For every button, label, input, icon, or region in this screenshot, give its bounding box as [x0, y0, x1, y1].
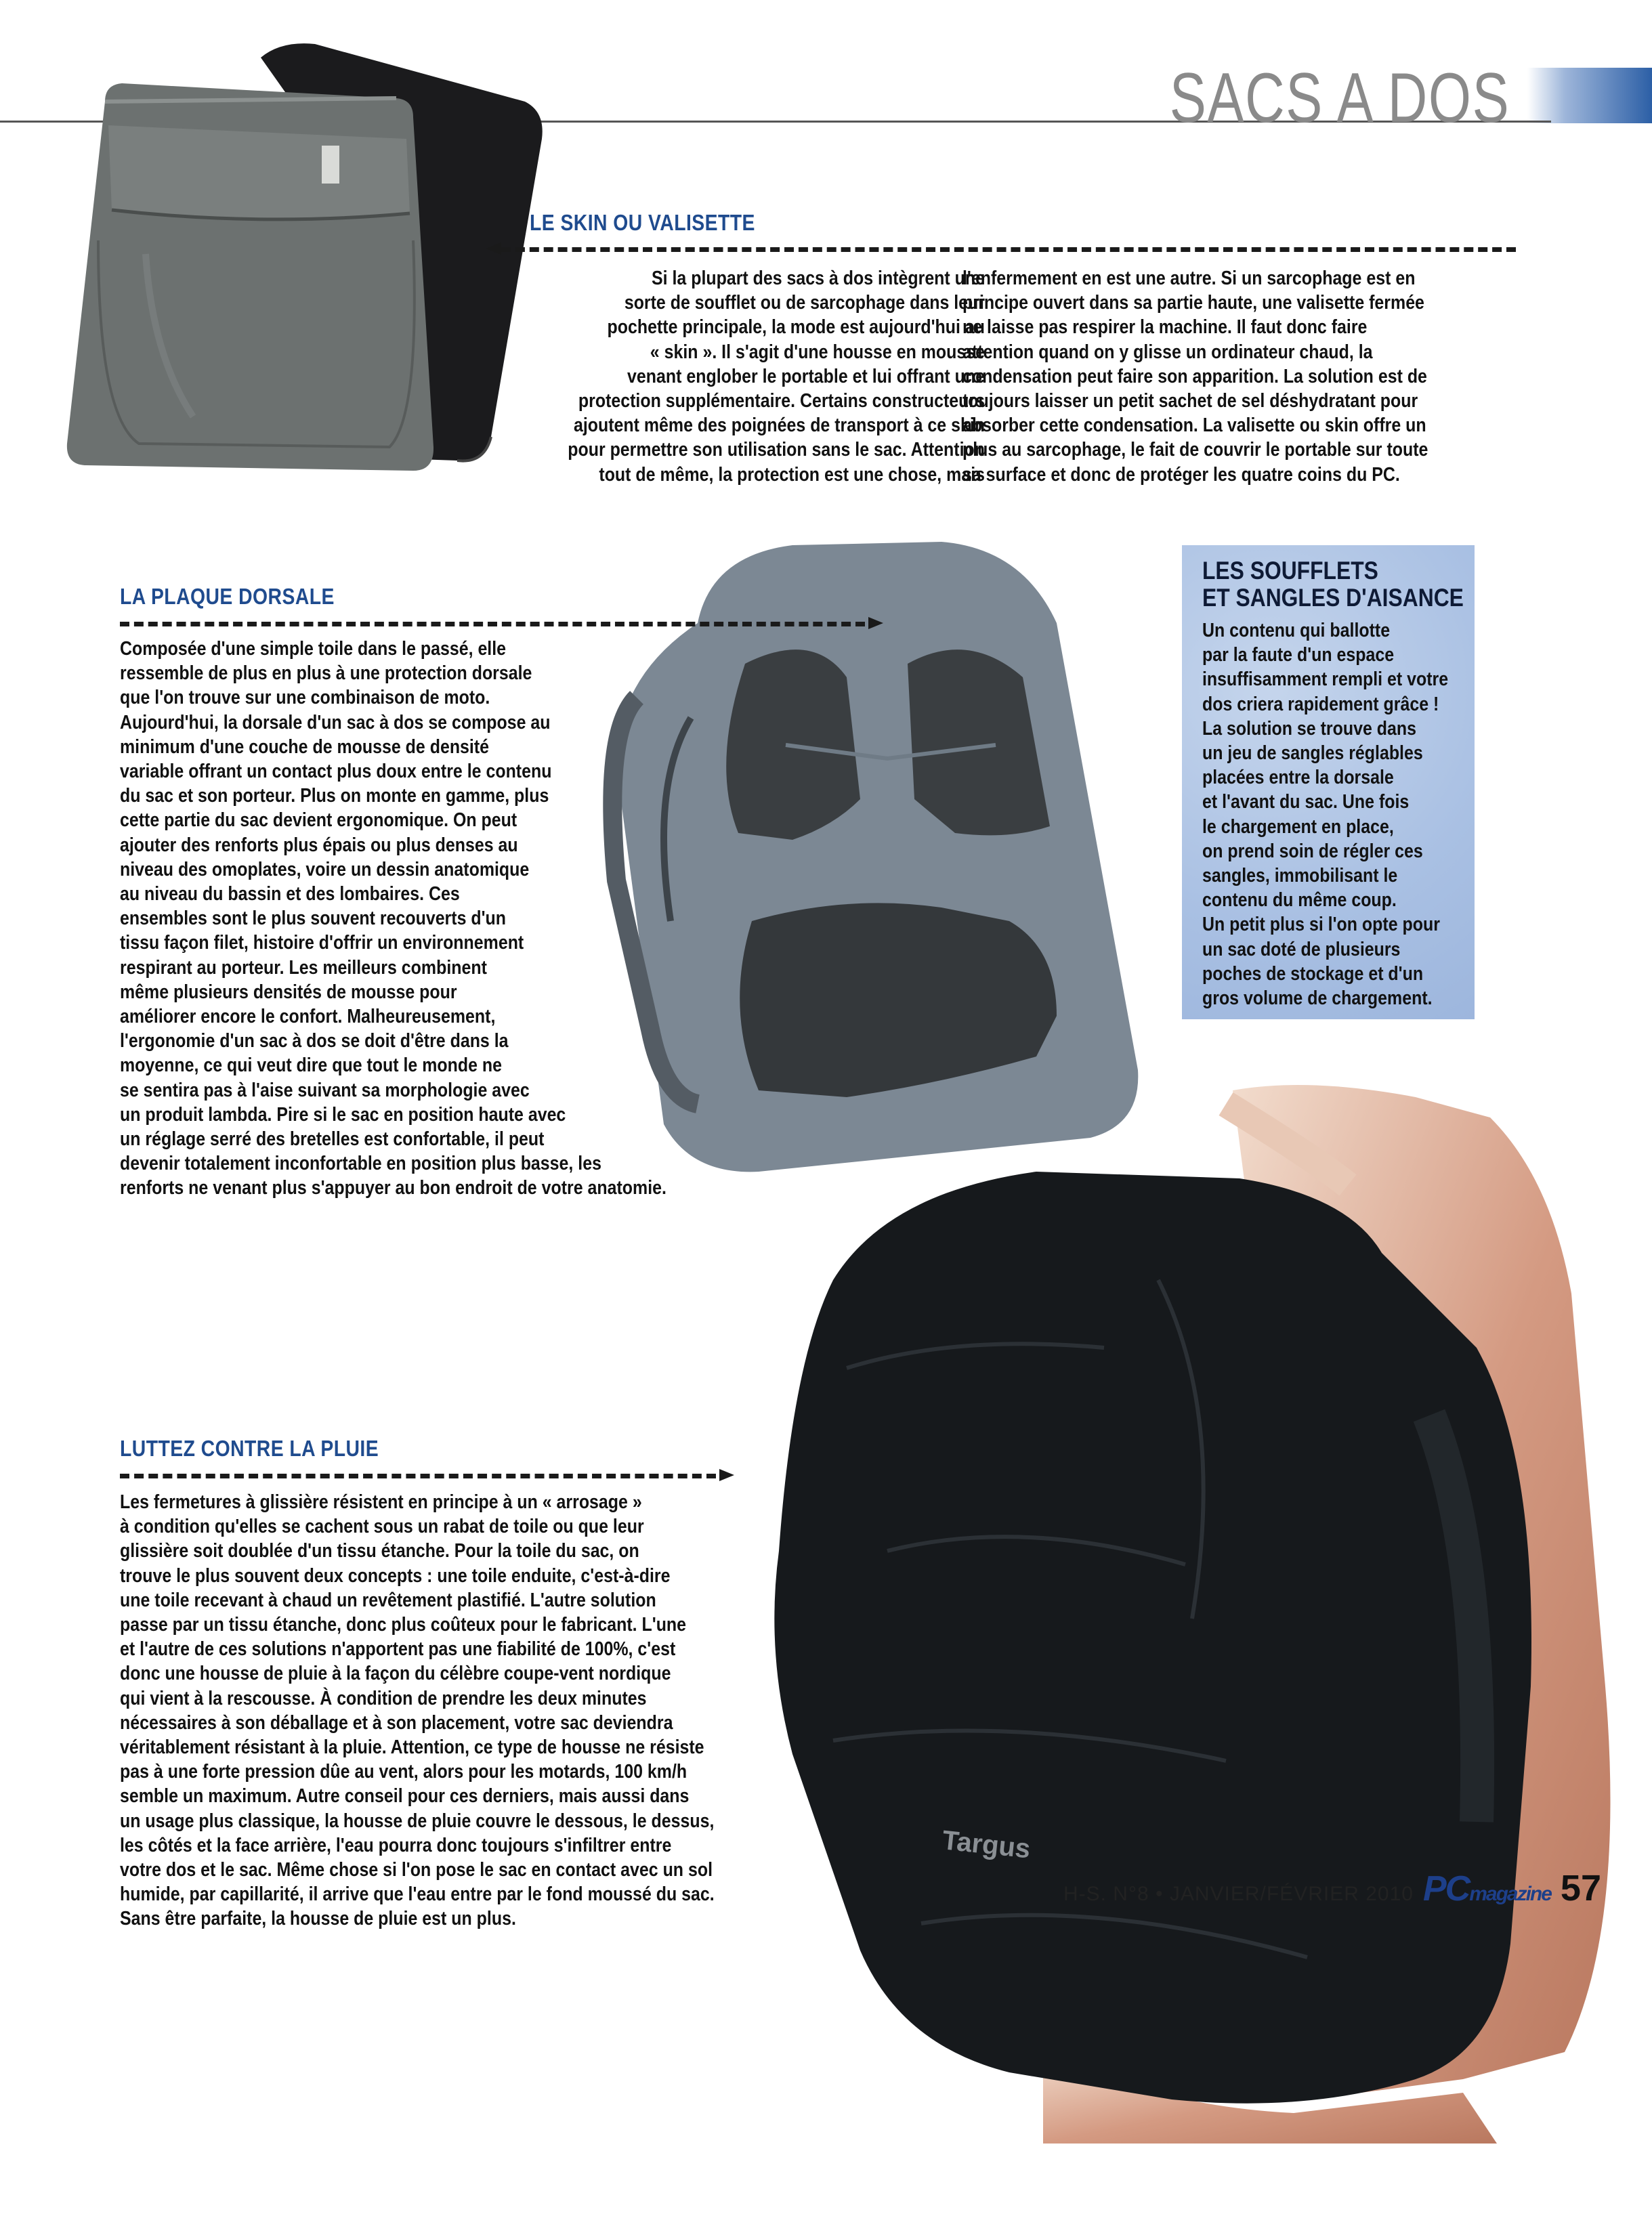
sleeve-label: [322, 146, 339, 184]
plaque-divider: [120, 622, 865, 626]
footer-brand-logo: PCmagazine: [1422, 1869, 1551, 1908]
pluie-body: Les fermetures à glissière résistent en principe à un « arrosage » à condition qu'elles se cachent sous un rabat de toile ou que leur glissière soit doublée d'un tissu étanche. Pour la toile du sac, on trouve le plus souvent deux concepts : une toile enduite, c'est-à-dire une toile recevant à chaud un revêtement plastifié. L'autre solution passe par un tissu étanche, donc plus coûteux pour le fabricant. L'une et l'autre de ces solutions n'apportent pas une fiabilité de 100%, c'est donc une housse de pluie à la façon du célèbre coupe-vent nordique qui vient à la rescousse. À condition de prendre les deux minutes nécessaires à son déballage et à son placement, votre sac deviendra véritablement résistant à la pluie. Attention, ce type de housse ne résiste pas à une forte pression dûe au vent, alors pour les motards, 100 km/h semble un maximum. Autre conseil pour ces derniers, mais aussi dans un usage plus classique, la housse de pluie couvre le dessous, le dessus, les côtés et la face arrière, l'eau pourra donc toujours s'infiltrer entre votre dos et le sac. Même chose si l'on pose le sac en contact avec un sol humide, par capillarité, il arrive que l'eau entre par le fond moussé du sac. Sans être parfaite, la housse de pluie est un plus.: [120, 1491, 715, 1930]
arrow-right-icon: [868, 617, 883, 629]
page-footer: [1063, 1867, 1601, 1909]
skin-column-2: l'enfermement en est une autre. Si un sarcophage est en principe ouvert dans sa partie haute, une valisette fermée ne laisse pas respirer la machine. Il faut donc faire attention quand on y glisse un ordinateur chaud, la condensation peut faire son apparition. La solution est de toujours laisser un petit sachet de sel déshydratant pour absorber cette condensation. La valisette ou skin offre un plus au sarcophage, le fait de couvrir le portable sur toute sa surface et donc de protéger les quatre coins du PC.: [962, 268, 1428, 486]
rain-cover-photo: [752, 1077, 1652, 2154]
sidebar-box: [1182, 545, 1475, 1019]
rain-cover: [774, 1172, 1531, 2104]
grey-sleeve: [67, 83, 433, 471]
footer-issue: H-S. N°8 • JANVIER/FÉVRIER 2010: [1063, 1883, 1414, 1905]
sidebar-title: LES SOUFFLETS ET SANGLES D'AISANCE: [1202, 557, 1464, 612]
sidebar-body: Un contenu qui ballotte par la faute d'un espace insuffisamment rempli et votre dos criera rapidement grâce ! La solution se trouve dans un jeu de sangles réglables placées entre la dorsale et l'avant du sac. Une fois le chargement en place, on prend soin de régler ces sangles, immobilisant le contenu du même coup. Un petit plus si l'on opte pour un sac doté de plusieurs poches de stockage et d'un gros volume de chargement.: [1202, 620, 1449, 1010]
section-title: SACS A DOS: [1169, 59, 1510, 137]
header-gradient-bar: [1527, 68, 1652, 123]
arrow-right-icon-2: [719, 1469, 734, 1481]
plaque-heading: LA PLAQUE DORSALE: [120, 584, 335, 609]
pluie-heading: LUTTEZ CONTRE LA PLUIE: [120, 1436, 379, 1461]
page-number: 57: [1560, 1868, 1601, 1908]
targus-logo: Targus: [941, 1825, 1032, 1864]
arrow-left-icon: [486, 242, 501, 255]
laptop-sleeve-photo: [58, 37, 559, 498]
skin-divider: [501, 247, 1516, 252]
skin-column-1: Si la plupart des sacs à dos intègrent une sorte de soufflet ou de sarcophage dans leur pochette principale, la mode est aujourd'hui au « skin ». Il s'agit d'une housse en mousse venant englober le portable et lui offrant une protection supplémentaire. Certains constructeurs ajoutent même des poignées de transport à ce skin pour permettre son utilisation sans le sac. Attention tout de même, la protection est une chose, mais: [568, 268, 985, 486]
skin-heading: LE SKIN OU VALISETTE: [530, 210, 755, 235]
plaque-body: Composée d'une simple toile dans le passé, elle ressemble de plus en plus à une protection dorsale que l'on trouve sur une combinaison de moto. Aujourd'hui, la dorsale d'un sac à dos se compose au minimum d'une couche de mousse de densité variable offrant un contact plus doux entre le contenu du sac et son porteur. Plus on monte en gamme, plus cette partie du sac devient ergonomique. On peut ajouter des renforts plus épais ou plus denses au niveau des omoplates, voire un dessin anatomique au niveau du bassin et des lombaires. Ces ensembles sont le plus souvent recouverts d'un tissu façon filet, histoire d'offrir un environnement respirant au porteur. Les meilleurs combinent même plusieurs densités de mousse pour améliorer encore le confort. Malheureusement, l'ergonomie d'un sac à dos se doit d'être dans la moyenne, ce qui veut dire que tout le monde ne se sentira pas à l'aise suivant sa morphologie avec un produit lambda. Pire si le sac en position haute avec un réglage serré des bretelles est confortable, il peut devenir totalement inconfortable en position plus basse, les renforts ne venant plus s'appuyer au bon endroit de votre anatomie.: [120, 638, 666, 1199]
pluie-divider: [120, 1474, 716, 1478]
